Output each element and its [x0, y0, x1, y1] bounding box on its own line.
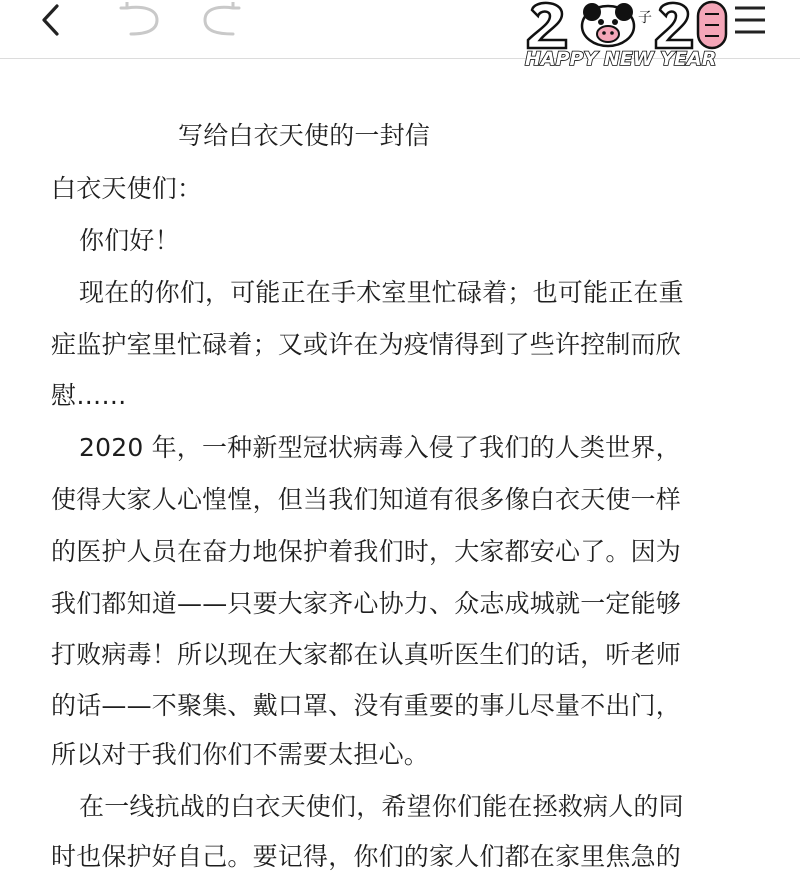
chevron-left-icon: [39, 3, 61, 37]
letter-hello: 你们好！: [79, 226, 180, 255]
paragraph-line: 现在的你们，可能正在手术室里忙碌着；也可能正在重: [79, 278, 684, 307]
letter-greeting: 白衣天使们：: [51, 174, 203, 203]
sticker-caption: HAPPY NEW YEAR: [525, 48, 717, 70]
paragraph-line: 的话——不聚集、戴口罩、没有重要的事儿尽量不出门，: [51, 691, 682, 720]
redo-button[interactable]: [196, 0, 244, 40]
cartoon-mouse-2020-icon: [520, 0, 740, 50]
paragraph-line: 症监护室里忙碌着；又或许在为疫情得到了些许控制而欣: [51, 330, 682, 359]
svg-text:子: 子: [638, 10, 652, 26]
paragraph-line: 所以对于我们你们不需要太担心。: [51, 740, 430, 769]
paragraph-line: 时也保护好自己。要记得，你们的家人们都在家里焦急的: [51, 842, 682, 871]
paragraph-line: 使得大家人心惶惶，但当我们知道有很多像白衣天使一样: [51, 485, 682, 514]
undo-button[interactable]: [118, 0, 166, 40]
paragraph-line: 我们都知道——只要大家齐心协力、众志成城就一定能够: [51, 589, 682, 618]
paragraph-line: 2020 年，一种新型冠状病毒入侵了我们的人类世界，: [79, 433, 681, 462]
paragraph-line: 的医护人员在奋力地保护着我们时，大家都安心了。因为: [51, 537, 682, 566]
paragraph-line: 慰……: [51, 381, 127, 410]
undo-icon: [119, 2, 165, 38]
back-button[interactable]: [30, 0, 70, 40]
redo-icon: [197, 2, 243, 38]
letter-title: 写给白衣天使的一封信: [178, 121, 431, 150]
paragraph-line: 打败病毒！所以现在大家都在认真听医生们的话，听老师: [51, 640, 682, 669]
paragraph-line: 在一线抗战的白衣天使们，希望你们能在拯救病人的同: [79, 792, 684, 821]
